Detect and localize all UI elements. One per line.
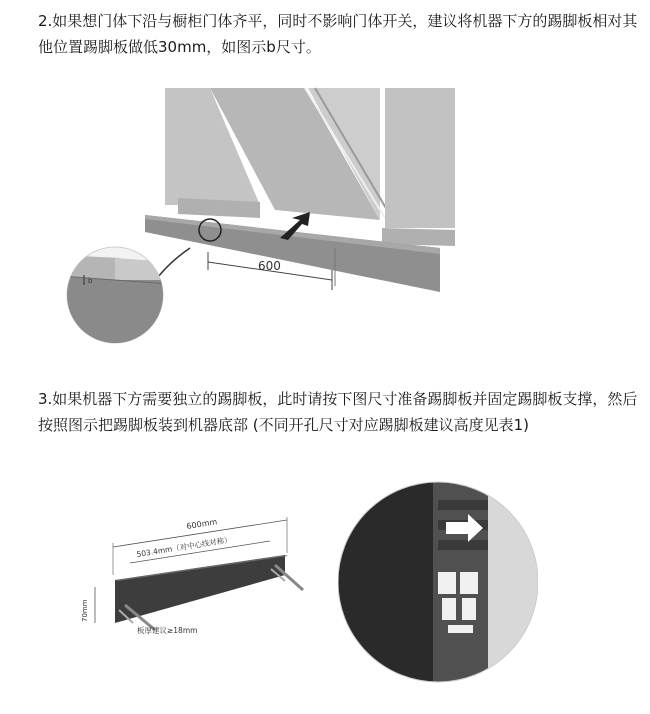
kickboard-lowered-illustration (60, 80, 460, 350)
section-3-paragraph: 3.如果机器下方需要独立的踢脚板，此时请按下图尺寸准备踢脚板并固定踢脚板支撑，然后按照图示把踢脚板装到机器底部 (不同开孔尺寸对应踢脚板建议高度见表1) (38, 390, 638, 434)
kickboard-board (115, 555, 285, 623)
detail-inset (60, 247, 170, 350)
length-600mm-label: 600mm (185, 517, 218, 531)
kickboard-dimension-diagram (75, 505, 335, 655)
detail-b-label: b (88, 277, 93, 285)
installation-detail-illustration (338, 460, 538, 700)
section-2-paragraph: 2.如果想门体下沿与橱柜门体齐平，同时不影响门体开关，建议将机器下方的踢脚板相对其他位置踢脚板做低30mm，如图示b尺寸。 (38, 12, 638, 56)
side-panel (488, 480, 538, 700)
cabinet-door-right (385, 88, 455, 228)
height-70mm-label: 70mm (81, 599, 89, 622)
dimension-600-label: 600 (258, 259, 281, 273)
center-distance-label: 503.4mm（对中心线对称） (135, 535, 233, 559)
thickness-note: 板厚建议≥18mm (137, 626, 198, 635)
